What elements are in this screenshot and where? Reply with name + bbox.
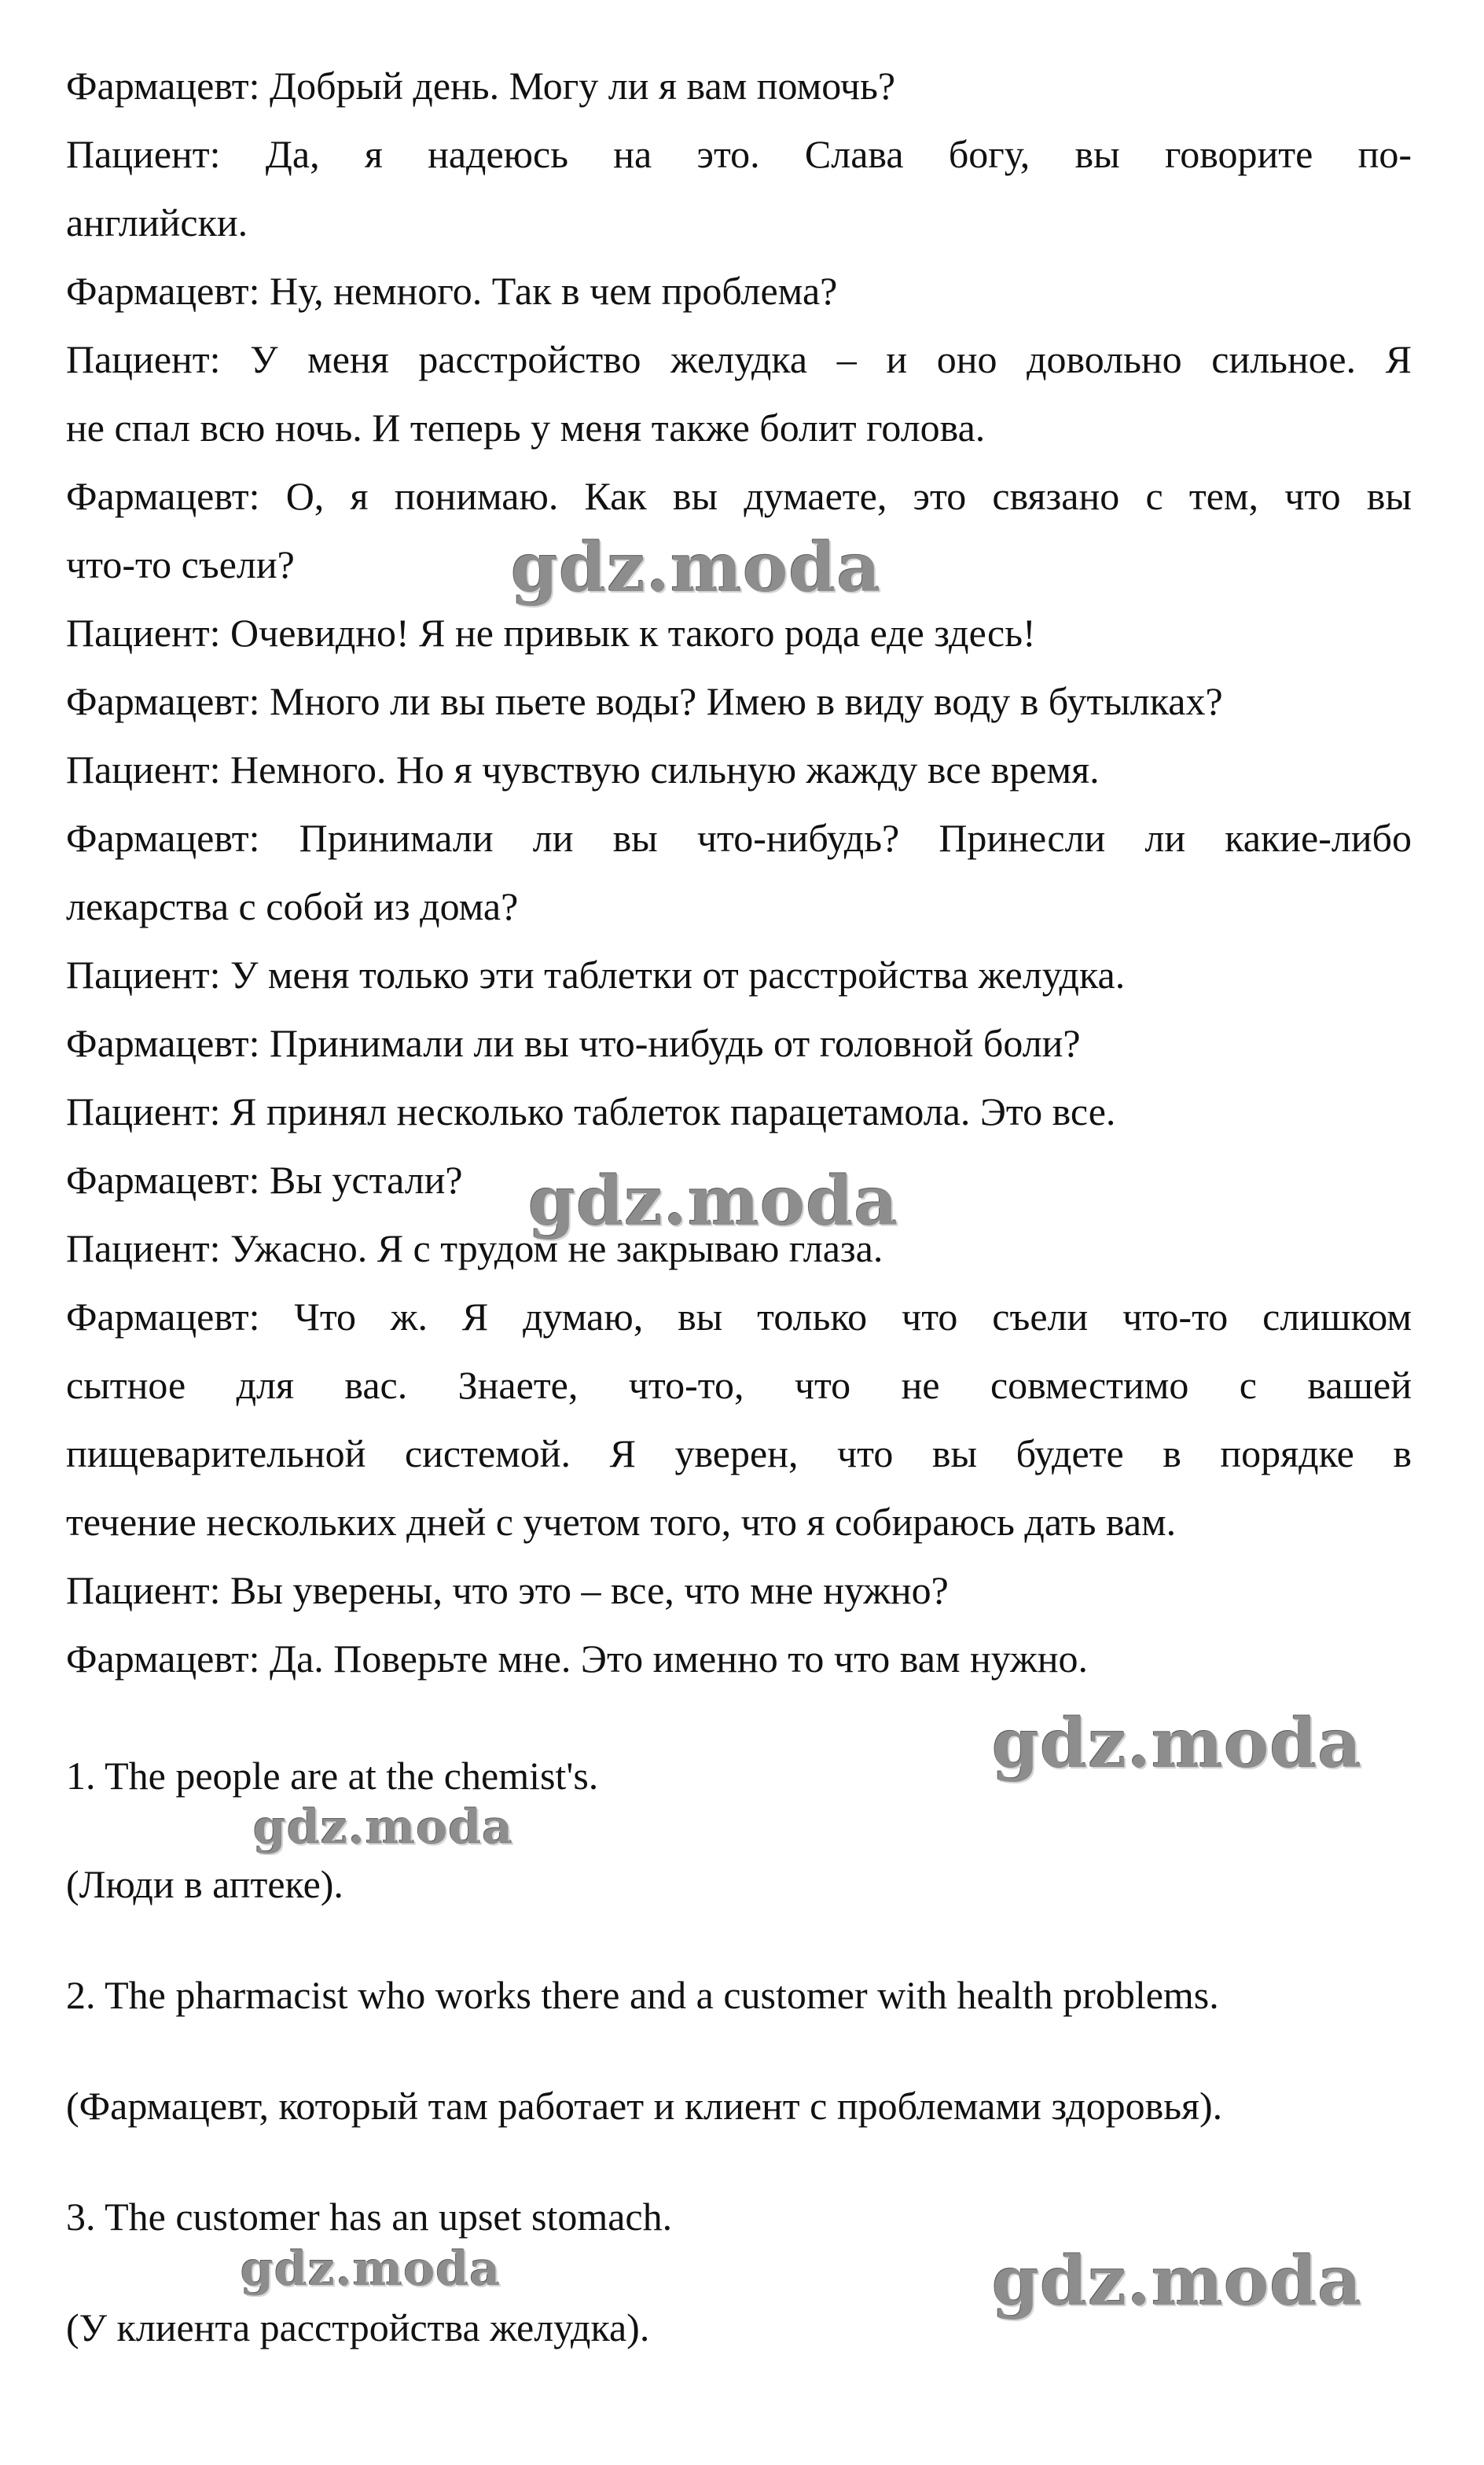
watermark-logo: gdz.moda [992,2242,1363,2321]
watermark-logo: gdz.moda [253,1800,514,1855]
dialogue-line: английски. [66,200,248,244]
dialogue-line: Фармацевт: Ну, немного. Так в чем проблема? [66,269,838,313]
dialogue-line: Фармацевт: Принимали ли вы что-нибудь? Принесли ли какие-либо [66,816,1412,860]
answer-en: 1. The people are at the chemist's. [66,1754,599,1798]
watermark-logo: gdz.moda [992,1704,1363,1784]
dialogue-line: Фармацевт: Принимали ли вы что-нибудь от головной боли? [66,1021,1081,1065]
dialogue-line: Фармацевт: Добрый день. Могу ли я вам помочь? [66,64,896,108]
dialogue-line: что-то съели? [66,542,295,586]
watermark-logo: gdz.moda [241,2242,501,2297]
dialogue-line: сытное для вас. Знаете, что-то, что не совместимо с вашей [66,1363,1412,1407]
answer-ru: (Фармацевт, который там работает и клиент с проблемами здоровья). [66,2084,1223,2128]
dialogue-line: течение нескольких дней с учетом того, что я собираюсь дать вам. [66,1500,1177,1544]
dialogue-line: Пациент: Вы уверены, что это – все, что мне нужно? [66,1568,949,1612]
answer-ru: (Люди в аптеке). [66,1862,343,1906]
dialogue-line: Пациент: У меня расстройство желудка – и оно довольно сильное. Я [66,337,1412,381]
answer-en: 3. The customer has an upset stomach. [66,2195,673,2239]
answer-ru: (У клиента расстройства желудка). [66,2305,650,2349]
dialogue-line: Фармацевт: Что ж. Я думаю, вы только что съели что-то слишком [66,1295,1412,1339]
dialogue-line: пищеварительной системой. Я уверен, что вы будете в порядке в [66,1431,1412,1475]
dialogue-line: Фармацевт: Много ли вы пьете воды? Имею в виду воду в бутылках? [66,679,1223,723]
answer-en: 2. The pharmacist who works there and a customer with health problems. [66,1973,1219,2017]
dialogue-line: Пациент: У меня только эти таблетки от расстройства желудка. [66,953,1126,997]
dialogue-line: Пациент: Очевидно! Я не привык к такого рода еде здесь! [66,611,1036,655]
dialogue-line: не спал всю ночь. И теперь у меня также болит голова. [66,406,986,450]
dialogue-line: Фармацевт: Вы устали? [66,1158,463,1202]
dialogue-line: Пациент: Я принял несколько таблеток парацетамола. Это все. [66,1089,1116,1133]
dialogue-line: Фармацевт: Да. Поверьте мне. Это именно то что вам нужно. [66,1637,1088,1681]
dialogue-line: лекарства с собой из дома? [66,884,519,928]
watermark-logo: gdz.moda [511,528,882,608]
dialogue-line: Пациент: Да, я надеюсь на это. Слава богу, вы говорите по- [66,132,1412,176]
dialogue-line: Пациент: Немного. Но я чувствую сильную жажду все время. [66,748,1100,792]
watermark-logo: gdz.moda [528,1162,899,1241]
dialogue-line: Фармацевт: О, я понимаю. Как вы думаете, это связано с тем, что вы [66,474,1412,518]
dialogue-line: Пациент: Ужасно. Я с трудом не закрываю глаза. [66,1226,883,1270]
